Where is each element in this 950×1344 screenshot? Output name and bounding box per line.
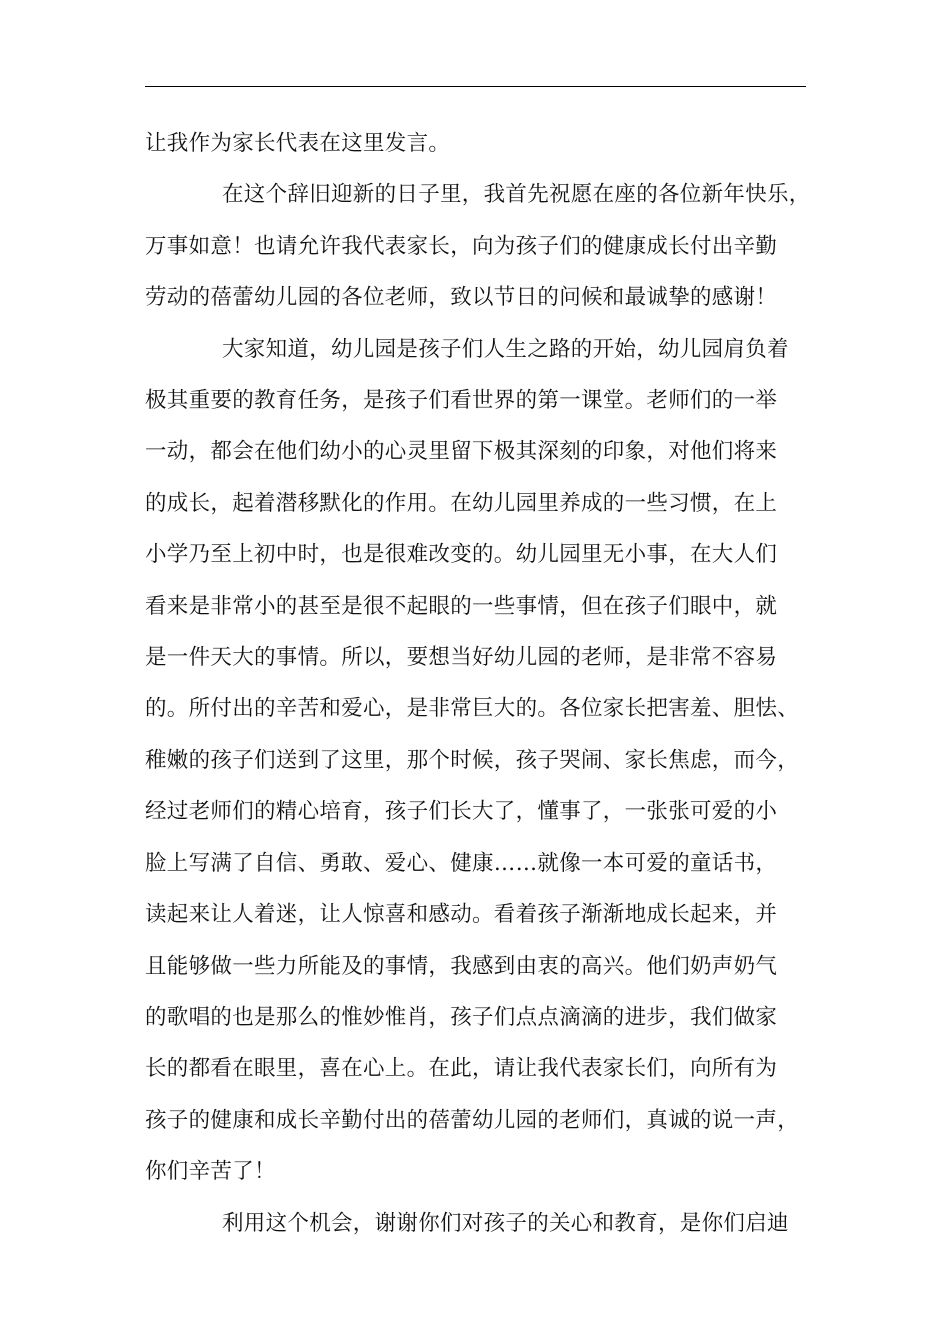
text-line: 小学乃至上初中时，也是很难改变的。幼儿园里无小事，在大人们 — [145, 542, 778, 568]
paragraph — [145, 118, 825, 169]
text-line: 劳动的蓓蕾幼儿园的各位老师，致以节日的问候和最诚挚的感谢！ — [145, 285, 778, 311]
paragraph — [145, 1198, 825, 1249]
text-line: 你们辛苦了！ — [145, 1159, 276, 1185]
text-line: 利用这个机会，谢谢你们对孩子的关心和教育，是你们启迪 — [222, 1210, 789, 1236]
text-line: 的。所付出的辛苦和爱心，是非常巨大的。各位家长把害羞、胆怯、 — [145, 696, 800, 722]
text-line: 读起来让人着迷，让人惊喜和感动。看着孩子渐渐地成长起来，并 — [145, 902, 778, 928]
body-text — [145, 118, 825, 1249]
text-line: 且能够做一些力所能及的事情，我感到由衷的高兴。他们奶声奶气 — [145, 953, 778, 979]
text-line: 是一件天大的事情。所以，要想当好幼儿园的老师，是非常不容易 — [145, 645, 778, 671]
text-line: 看来是非常小的甚至是很不起眼的一些事情，但在孩子们眼中，就 — [145, 593, 778, 619]
paragraph — [145, 324, 825, 1198]
header-rule — [145, 86, 806, 87]
text-line: 万事如意！也请允许我代表家长，向为孩子们的健康成长付出辛勤 — [145, 233, 778, 259]
text-line: 在这个辞旧迎新的日子里，我首先祝愿在座的各位新年快乐， — [222, 182, 811, 208]
text-line: 的歌唱的也是那么的惟妙惟肖，孩子们点点滴滴的进步，我们做家 — [145, 1004, 778, 1030]
text-line: 经过老师们的精心培育，孩子们长大了，懂事了，一张张可爱的小 — [145, 799, 778, 825]
text-line: 让我作为家长代表在这里发言。 — [145, 131, 451, 156]
text-line: 脸上写满了自信、勇敢、爱心、健康……就像一本可爱的童话书， — [145, 850, 778, 876]
paragraph — [145, 169, 825, 323]
text-line: 的成长，起着潜移默化的作用。在幼儿园里养成的一些习惯，在上 — [145, 490, 778, 516]
text-line: 孩子的健康和成长辛勤付出的蓓蕾幼儿园的老师们，真诚的说一声， — [145, 1107, 800, 1133]
text-line: 大家知道，幼儿园是孩子们人生之路的开始，幼儿园肩负着 — [222, 336, 789, 362]
text-line: 稚嫩的孩子们送到了这里，那个时候，孩子哭闹、家长焦虑，而今， — [145, 747, 800, 773]
text-line: 一动，都会在他们幼小的心灵里留下极其深刻的印象，对他们将来 — [145, 439, 778, 465]
text-line: 长的都看在眼里，喜在心上。在此，请让我代表家长们，向所有为 — [145, 1056, 778, 1082]
text-line: 极其重要的教育任务，是孩子们看世界的第一课堂。老师们的一举 — [145, 388, 778, 414]
